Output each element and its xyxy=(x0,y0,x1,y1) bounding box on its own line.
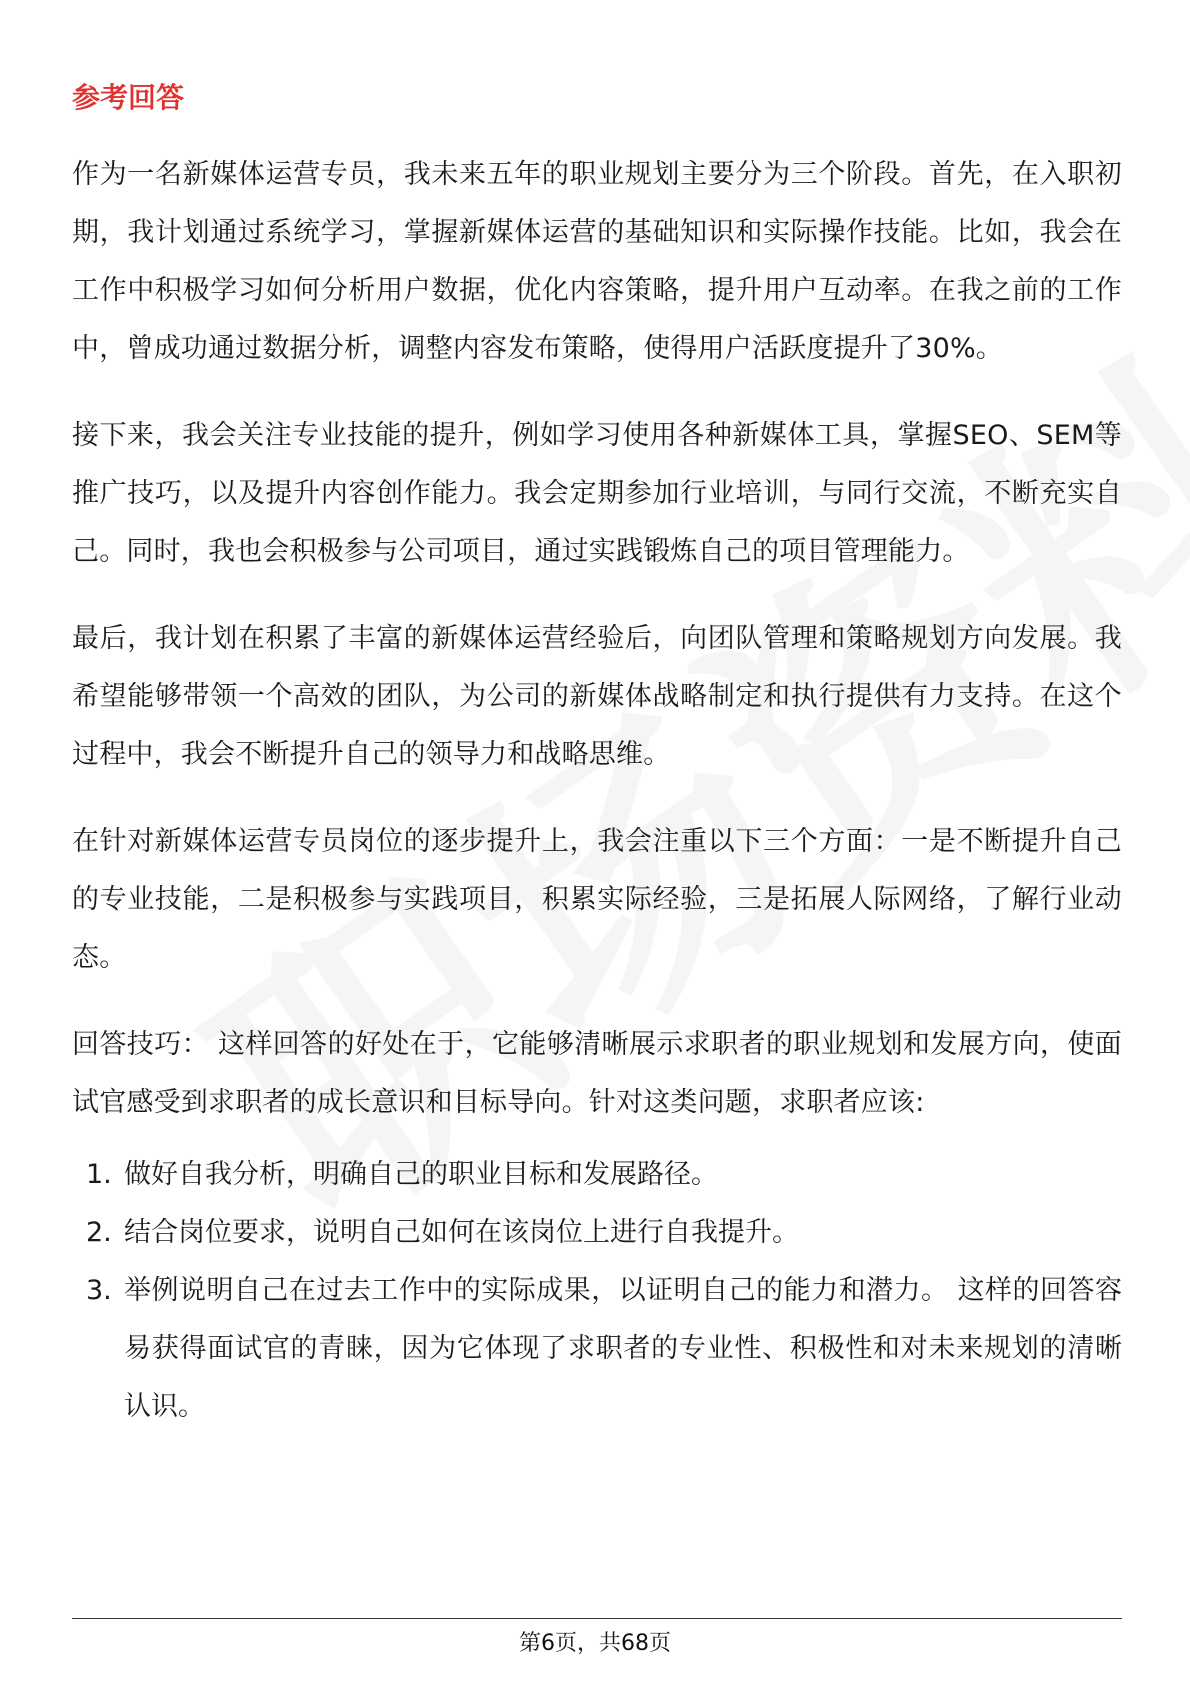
list-item-number: 3. xyxy=(86,1275,112,1306)
list-item-number: 1. xyxy=(86,1159,112,1190)
paragraph-plan-overview: 作为一名新媒体运营专员，我未来五年的职业规划主要分为三个阶段。首先，在入职初期，我计划通过系统学习，掌握新媒体运营的基础知识和实际操作技能。比如，我会在工作中积极学习如何分析用户数据，优化内容策略，提升用户互动率。在我之前的工作中，曾成功通过数据分析，调整内容发布策略，使得用户活跃度提升了30%。 xyxy=(72,159,1122,364)
paragraph-skill-growth: 接下来，我会关注专业技能的提升，例如学习使用各种新媒体工具，掌握SEO、SEM等推广技巧，以及提升内容创作能力。我会定期参加行业培训，与同行交流，不断充实自己。同时，我也会积极参与公司项目，通过实践锻炼自己的项目管理能力。 xyxy=(72,420,1122,567)
list-item-text: 做好自我分析，明确自己的职业目标和发展路径。 xyxy=(124,1159,718,1190)
list-item xyxy=(72,1262,1122,1436)
footer-divider xyxy=(72,1618,1122,1619)
page-number: 第6页，共68页 xyxy=(519,1631,671,1656)
section-title: 参考回答 xyxy=(72,81,185,114)
paragraph-answer-tips: 回答技巧： 这样回答的好处在于，它能够清晰展示求职者的职业规划和发展方向，使面试官感受到求职者的成长意识和目标导向。针对这类问题，求职者应该: xyxy=(72,1029,1122,1118)
list-item xyxy=(72,1204,1122,1262)
list-item-number: 2. xyxy=(86,1217,112,1248)
paragraph-management-goal: 最后，我计划在积累了丰富的新媒体运营经验后，向团队管理和策略规划方向发展。我希望能够带领一个高效的团队，为公司的新媒体战略制定和执行提供有力支持。在这个过程中，我会不断提升自己的领导力和战略思维。 xyxy=(72,623,1122,770)
list-item-text: 举例说明自己在过去工作中的实际成果，以证明自己的能力和潜力。 这样的回答容易获得面试官的青睐，因为它体现了求职者的专业性、积极性和对未来规划的清晰认识。 xyxy=(124,1275,1122,1422)
list-item-text: 结合岗位要求，说明自己如何在该岗位上进行自我提升。 xyxy=(124,1217,799,1248)
document-body xyxy=(72,78,1122,1436)
list-item xyxy=(72,1146,1122,1204)
paragraph-three-focus-areas: 在针对新媒体运营专员岗位的逐步提升上，我会注重以下三个方面：一是不断提升自己的专业技能，二是积极参与实践项目，积累实际经验，三是拓展人际网络，了解行业动态。 xyxy=(72,826,1122,973)
tips-list xyxy=(72,1146,1122,1436)
